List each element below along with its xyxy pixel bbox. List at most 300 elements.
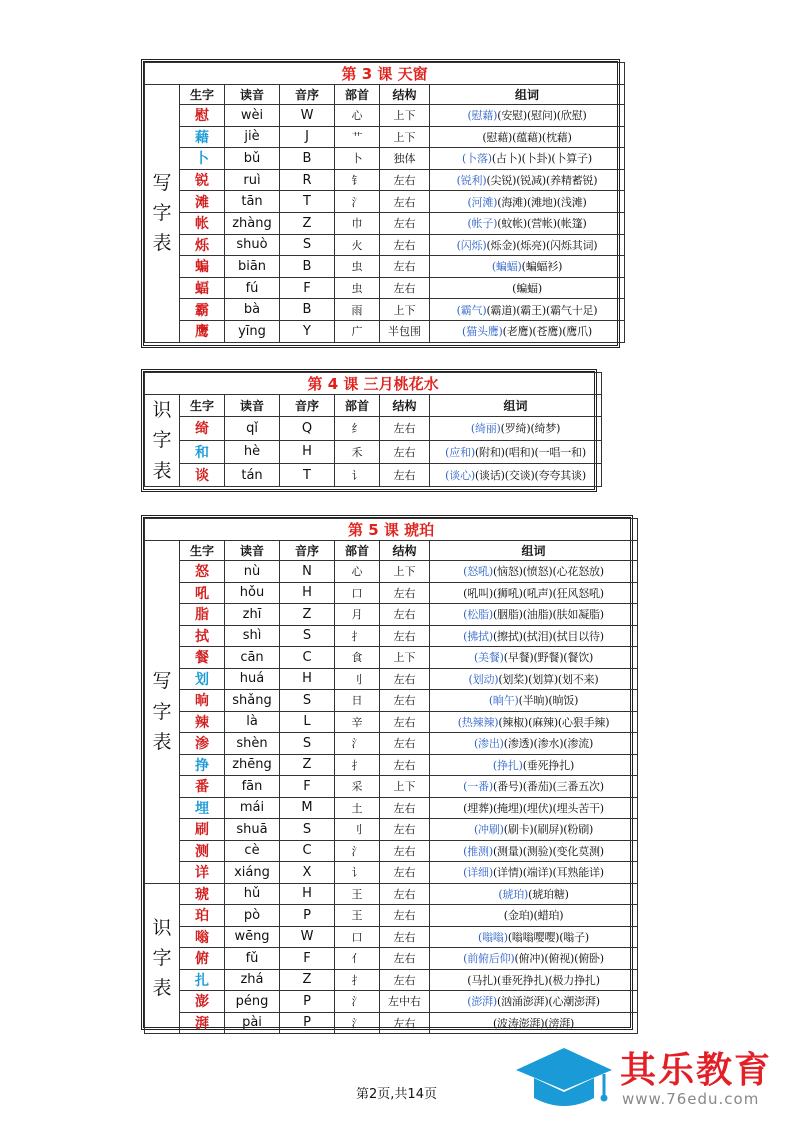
- order-cell: S: [280, 625, 335, 647]
- word-list: (老鹰)(苍鹰)(鹰爪): [502, 325, 592, 339]
- word-list: (蚊帐)(营帐)(帐篷): [497, 217, 587, 231]
- table-row: [145, 561, 638, 583]
- pinyin-cell: nù: [225, 561, 280, 583]
- char-cell: 渗: [180, 733, 225, 755]
- highlight-word: (应和): [445, 445, 475, 459]
- table-row: [145, 256, 625, 278]
- char-cell: 滩: [180, 191, 225, 213]
- structure-cell: 左右: [380, 733, 430, 755]
- word-list: (半晌)(晌饭): [518, 694, 579, 708]
- char-cell: 谈: [180, 463, 225, 486]
- pinyin-cell: xiáng: [225, 862, 280, 884]
- highlight-word: (怒吼): [463, 565, 493, 579]
- vocab-table: [144, 62, 625, 343]
- order-cell: P: [280, 905, 335, 927]
- word-list: (擦拭)(拭泪)(拭目以待): [492, 629, 604, 643]
- char-cell: 晌: [180, 690, 225, 712]
- highlight-word: (帐子): [467, 217, 498, 231]
- order-cell: C: [280, 840, 335, 862]
- words-cell: [430, 320, 625, 342]
- table-row: [145, 668, 638, 690]
- highlight-word: (一番): [463, 780, 493, 794]
- highlight-word: (绮丽): [470, 422, 501, 436]
- pinyin-cell: jiè: [225, 126, 280, 148]
- word-list: (琥珀糖): [528, 887, 569, 901]
- char-cell: 藉: [180, 126, 225, 148]
- words-cell: [430, 668, 638, 690]
- table-row: [145, 148, 625, 170]
- words-cell: [430, 440, 602, 463]
- vocab-table: [144, 372, 602, 487]
- words-cell: [430, 582, 638, 604]
- highlight-word: (详细): [463, 866, 493, 880]
- section-label-text: 识字表: [152, 916, 172, 1000]
- order-cell: B: [280, 148, 335, 170]
- highlight-word: (前俯后仰): [463, 952, 515, 966]
- radical-cell: 氵: [335, 840, 380, 862]
- words-cell: [430, 417, 602, 440]
- radical-cell: 氵: [335, 1012, 380, 1034]
- column-header: 生字: [180, 85, 225, 105]
- pinyin-cell: là: [225, 711, 280, 733]
- char-cell: 刷: [180, 819, 225, 841]
- structure-cell: 左右: [380, 440, 430, 463]
- table-row: [145, 604, 638, 626]
- column-header: 读音: [225, 395, 280, 417]
- radical-cell: 巾: [335, 212, 380, 234]
- structure-cell: 左右: [380, 1012, 430, 1034]
- column-header: 部首: [335, 85, 380, 105]
- highlight-word: (晌午): [488, 694, 519, 708]
- char-cell: 辣: [180, 711, 225, 733]
- char-cell: 详: [180, 862, 225, 884]
- order-cell: Z: [280, 969, 335, 991]
- table-row: [145, 299, 625, 321]
- table-row: [145, 991, 638, 1013]
- char-cell: 怒: [180, 561, 225, 583]
- word-list: (蝙蝠衫): [521, 260, 563, 274]
- table-row: [145, 625, 638, 647]
- highlight-word: (锐利): [456, 174, 487, 188]
- highlight-word: (渗出): [473, 737, 504, 751]
- highlight-word: (慰藉): [467, 109, 498, 123]
- table-row: [145, 1012, 638, 1034]
- structure-cell: 左右: [380, 969, 430, 991]
- table-row: [145, 212, 625, 234]
- column-header: 结构: [380, 85, 430, 105]
- words-cell: [430, 797, 638, 819]
- table-row: [145, 169, 625, 191]
- word-list: (俯冲)(俯视)(俯卧): [514, 952, 604, 966]
- char-cell: 蝠: [180, 277, 225, 299]
- pinyin-cell: shǎng: [225, 690, 280, 712]
- structure-cell: 上下: [380, 105, 430, 127]
- lesson-4-table: [141, 369, 597, 492]
- structure-cell: 上下: [380, 647, 430, 669]
- word-list: (安慰)(慰问)(欣慰): [497, 109, 587, 123]
- column-header: 部首: [335, 541, 380, 561]
- structure-cell: 左右: [380, 754, 430, 776]
- table-row: [145, 776, 638, 798]
- pinyin-cell: tān: [225, 191, 280, 213]
- radical-cell: 口: [335, 926, 380, 948]
- table-row: [145, 463, 602, 486]
- order-cell: B: [280, 256, 335, 278]
- words-cell: [430, 776, 638, 798]
- radical-cell: 扌: [335, 625, 380, 647]
- char-cell: 番: [180, 776, 225, 798]
- order-cell: H: [280, 668, 335, 690]
- char-cell: 霸: [180, 299, 225, 321]
- structure-cell: 左右: [380, 277, 430, 299]
- char-cell: 脂: [180, 604, 225, 626]
- radical-cell: 刂: [335, 668, 380, 690]
- radical-cell: 钅: [335, 169, 380, 191]
- words-cell: [430, 948, 638, 970]
- order-cell: H: [280, 582, 335, 604]
- char-cell: 慰: [180, 105, 225, 127]
- pinyin-cell: cè: [225, 840, 280, 862]
- words-cell: [430, 819, 638, 841]
- words-cell: [430, 1012, 638, 1034]
- char-cell: 蝙: [180, 256, 225, 278]
- word-list: (垂死挣扎): [522, 758, 575, 772]
- word-list: (霸道)(霸王)(霸气十足): [486, 303, 598, 317]
- lesson-5-table: [141, 515, 633, 1030]
- page-footer: 第2页,共14页: [356, 1087, 437, 1102]
- order-cell: F: [280, 776, 335, 798]
- section-label-text: 写字表: [152, 171, 172, 255]
- column-header: 生字: [180, 541, 225, 561]
- pinyin-cell: huá: [225, 668, 280, 690]
- column-header: 组词: [430, 85, 625, 105]
- highlight-word: (霸气): [456, 303, 487, 317]
- pinyin-cell: zhá: [225, 969, 280, 991]
- words-cell: [430, 926, 638, 948]
- structure-cell: 左右: [380, 819, 430, 841]
- table-row: [145, 948, 638, 970]
- words-cell: [430, 191, 625, 213]
- pinyin-cell: zhēng: [225, 754, 280, 776]
- word-list: (嗡嗡嘤嘤)(嗡子): [507, 930, 589, 944]
- word-list: (刷卡)(刷屏)(粉刷): [503, 823, 594, 837]
- column-header: 结构: [380, 541, 430, 561]
- word-list: (恼怒)(愤怒)(心花怒放): [492, 565, 604, 579]
- radical-cell: 纟: [335, 417, 380, 440]
- section-label: [145, 883, 180, 1034]
- order-cell: Z: [280, 754, 335, 776]
- words-cell: [430, 862, 638, 884]
- highlight-word: (美餐): [473, 651, 504, 665]
- table-row: [145, 440, 602, 463]
- structure-cell: 左右: [380, 711, 430, 733]
- order-cell: C: [280, 647, 335, 669]
- pinyin-cell: shuā: [225, 819, 280, 841]
- highlight-word: (冲刷): [473, 823, 504, 837]
- section-label: [145, 85, 180, 343]
- highlight-word: (热辣辣): [457, 715, 499, 729]
- order-cell: W: [280, 105, 335, 127]
- order-cell: T: [280, 191, 335, 213]
- pinyin-cell: qǐ: [225, 417, 280, 440]
- column-header: 结构: [380, 395, 430, 417]
- word-list: (胭脂)(油脂)(肤如凝脂): [492, 608, 604, 622]
- structure-cell: 左右: [380, 604, 430, 626]
- order-cell: R: [280, 169, 335, 191]
- lesson-title: 第 5 课 琥珀: [145, 519, 638, 541]
- radical-cell: 日: [335, 690, 380, 712]
- highlight-word: (划动): [468, 672, 499, 686]
- radical-cell: 艹: [335, 126, 380, 148]
- radical-cell: 广: [335, 320, 380, 342]
- order-cell: J: [280, 126, 335, 148]
- highlight-word: (拂拭): [463, 629, 493, 643]
- radical-cell: 氵: [335, 991, 380, 1013]
- char-cell: 嗡: [180, 926, 225, 948]
- words-cell: [430, 463, 602, 486]
- order-cell: M: [280, 797, 335, 819]
- char-cell: 俯: [180, 948, 225, 970]
- word-list: (详情)(端详)(耳熟能详): [492, 866, 604, 880]
- radical-cell: 王: [335, 905, 380, 927]
- order-cell: F: [280, 277, 335, 299]
- highlight-word: (琥珀): [498, 887, 529, 901]
- order-cell: Y: [280, 320, 335, 342]
- structure-cell: 左右: [380, 625, 430, 647]
- order-cell: P: [280, 991, 335, 1013]
- table-row: [145, 711, 638, 733]
- table-row: [145, 647, 638, 669]
- table-row: [145, 277, 625, 299]
- pinyin-cell: ruì: [225, 169, 280, 191]
- word-list: (埋葬)(掩埋)(埋伏)(埋头苦干): [463, 801, 604, 815]
- highlight-word: (澎湃): [467, 995, 498, 1009]
- word-list: (划桨)(划算)(划不来): [498, 672, 599, 686]
- column-header: 生字: [180, 395, 225, 417]
- char-cell: 拭: [180, 625, 225, 647]
- pinyin-cell: bà: [225, 299, 280, 321]
- table-row: [145, 797, 638, 819]
- char-cell: 划: [180, 668, 225, 690]
- column-header: 读音: [225, 85, 280, 105]
- structure-cell: 独体: [380, 148, 430, 170]
- word-list: (慰藉)(蕴藉)(枕藉): [482, 130, 572, 144]
- pinyin-cell: shuò: [225, 234, 280, 256]
- word-list: (尖锐)(锐减)(养精蓄锐): [486, 174, 598, 188]
- words-cell: [430, 690, 638, 712]
- pinyin-cell: mái: [225, 797, 280, 819]
- radical-cell: 刂: [335, 819, 380, 841]
- pinyin-cell: hè: [225, 440, 280, 463]
- pinyin-cell: biān: [225, 256, 280, 278]
- pinyin-cell: pò: [225, 905, 280, 927]
- words-cell: [430, 905, 638, 927]
- order-cell: W: [280, 926, 335, 948]
- pinyin-cell: wēng: [225, 926, 280, 948]
- table-row: [145, 862, 638, 884]
- table-row: [145, 733, 638, 755]
- char-cell: 湃: [180, 1012, 225, 1034]
- order-cell: Q: [280, 417, 335, 440]
- radical-cell: 食: [335, 647, 380, 669]
- structure-cell: 左右: [380, 948, 430, 970]
- radical-cell: 采: [335, 776, 380, 798]
- words-cell: [430, 212, 625, 234]
- radical-cell: 氵: [335, 191, 380, 213]
- pinyin-cell: fǔ: [225, 948, 280, 970]
- word-list: (测量)(测验)(变化莫测): [492, 844, 604, 858]
- structure-cell: 上下: [380, 561, 430, 583]
- table-row: [145, 126, 625, 148]
- table-row: [145, 840, 638, 862]
- highlight-word: (挣扎): [492, 758, 523, 772]
- table-row: [145, 191, 625, 213]
- word-list: (金珀)(蜡珀): [503, 909, 564, 923]
- pinyin-cell: bǔ: [225, 148, 280, 170]
- radical-cell: 虫: [335, 277, 380, 299]
- words-cell: [430, 840, 638, 862]
- structure-cell: 左右: [380, 690, 430, 712]
- table-row: [145, 320, 625, 342]
- char-cell: 挣: [180, 754, 225, 776]
- word-list: (海滩)(滩地)(浅滩): [497, 195, 587, 209]
- words-cell: [430, 883, 638, 905]
- table-row: [145, 234, 625, 256]
- column-header: 音序: [280, 541, 335, 561]
- char-cell: 吼: [180, 582, 225, 604]
- order-cell: S: [280, 234, 335, 256]
- logo-url: www.76edu.com: [622, 1090, 760, 1108]
- radical-cell: 心: [335, 561, 380, 583]
- char-cell: 珀: [180, 905, 225, 927]
- radical-cell: 禾: [335, 440, 380, 463]
- radical-cell: 火: [335, 234, 380, 256]
- char-cell: 琥: [180, 883, 225, 905]
- word-list: (早餐)(野餐)(餐饮): [503, 651, 594, 665]
- radical-cell: 虫: [335, 256, 380, 278]
- char-cell: 卜: [180, 148, 225, 170]
- structure-cell: 左右: [380, 234, 430, 256]
- column-header: 音序: [280, 85, 335, 105]
- table-row: [145, 883, 638, 905]
- structure-cell: 左右: [380, 797, 430, 819]
- radical-cell: 雨: [335, 299, 380, 321]
- pinyin-cell: hǔ: [225, 883, 280, 905]
- pinyin-cell: shì: [225, 625, 280, 647]
- structure-cell: 上下: [380, 299, 430, 321]
- char-cell: 澎: [180, 991, 225, 1013]
- pinyin-cell: yīng: [225, 320, 280, 342]
- table-row: [145, 417, 602, 440]
- char-cell: 测: [180, 840, 225, 862]
- section-label: [145, 541, 180, 884]
- structure-cell: 左右: [380, 169, 430, 191]
- lesson-title: 第 4 课 三月桃花水: [145, 373, 602, 395]
- word-list: (附和)(唱和)(一唱一和): [474, 445, 586, 459]
- highlight-word: (松脂): [463, 608, 493, 622]
- word-list: (辣椒)(麻辣)(心狠手辣): [498, 715, 610, 729]
- table-row: [145, 969, 638, 991]
- words-cell: [430, 754, 638, 776]
- pinyin-cell: shèn: [225, 733, 280, 755]
- words-cell: [430, 105, 625, 127]
- section-label-text: 识字表: [152, 399, 172, 482]
- highlight-word: (河滩): [467, 195, 498, 209]
- structure-cell: 左右: [380, 862, 430, 884]
- word-list: (番号)(番茄)(三番五次): [492, 780, 604, 794]
- word-list: (波涛澎湃)(滂湃): [492, 1016, 575, 1030]
- words-cell: [430, 991, 638, 1013]
- char-cell: 和: [180, 440, 225, 463]
- order-cell: Z: [280, 604, 335, 626]
- structure-cell: 左右: [380, 883, 430, 905]
- column-header: 部首: [335, 395, 380, 417]
- structure-cell: 左右: [380, 191, 430, 213]
- structure-cell: 左右: [380, 905, 430, 927]
- structure-cell: 半包围: [380, 320, 430, 342]
- highlight-word: (谈心): [445, 469, 475, 482]
- char-cell: 帐: [180, 212, 225, 234]
- words-cell: [430, 969, 638, 991]
- structure-cell: 左右: [380, 463, 430, 486]
- word-list: (吼叫)(狮吼)(吼声)(狂风怒吼): [463, 586, 604, 600]
- word-list: (马扎)(垂死挣扎)(极力挣扎): [467, 973, 600, 987]
- order-cell: H: [280, 883, 335, 905]
- order-cell: H: [280, 440, 335, 463]
- lesson-3-table: [141, 59, 620, 348]
- words-cell: [430, 148, 625, 170]
- order-cell: Z: [280, 212, 335, 234]
- char-cell: 绮: [180, 417, 225, 440]
- pinyin-cell: zhī: [225, 604, 280, 626]
- words-cell: [430, 126, 625, 148]
- words-cell: [430, 625, 638, 647]
- radical-cell: 扌: [335, 754, 380, 776]
- section-label: [145, 395, 180, 487]
- highlight-word: (蝙蝠): [491, 260, 522, 274]
- char-cell: 锐: [180, 169, 225, 191]
- structure-cell: 上下: [380, 126, 430, 148]
- order-cell: S: [280, 690, 335, 712]
- pinyin-cell: pài: [225, 1012, 280, 1034]
- pinyin-cell: tán: [225, 463, 280, 486]
- word-list: (渗透)(渗水)(渗流): [503, 737, 594, 751]
- column-header: 读音: [225, 541, 280, 561]
- table-row: [145, 690, 638, 712]
- char-cell: 鹰: [180, 320, 225, 342]
- structure-cell: 左右: [380, 417, 430, 440]
- highlight-word: (闪烁): [456, 238, 487, 252]
- logo-name: 其乐教育: [620, 1050, 773, 1091]
- radical-cell: 口: [335, 582, 380, 604]
- char-cell: 餐: [180, 647, 225, 669]
- pinyin-cell: fān: [225, 776, 280, 798]
- word-list: (占卜)(卜卦)(卜算子): [491, 152, 592, 166]
- order-cell: T: [280, 463, 335, 486]
- order-cell: L: [280, 711, 335, 733]
- words-cell: [430, 234, 625, 256]
- words-cell: [430, 647, 638, 669]
- pinyin-cell: cān: [225, 647, 280, 669]
- char-cell: 扎: [180, 969, 225, 991]
- radical-cell: 讠: [335, 463, 380, 486]
- radical-cell: 亻: [335, 948, 380, 970]
- structure-cell: 左右: [380, 256, 430, 278]
- structure-cell: 左右: [380, 668, 430, 690]
- table-row: [145, 819, 638, 841]
- table-row: [145, 754, 638, 776]
- radical-cell: 王: [335, 883, 380, 905]
